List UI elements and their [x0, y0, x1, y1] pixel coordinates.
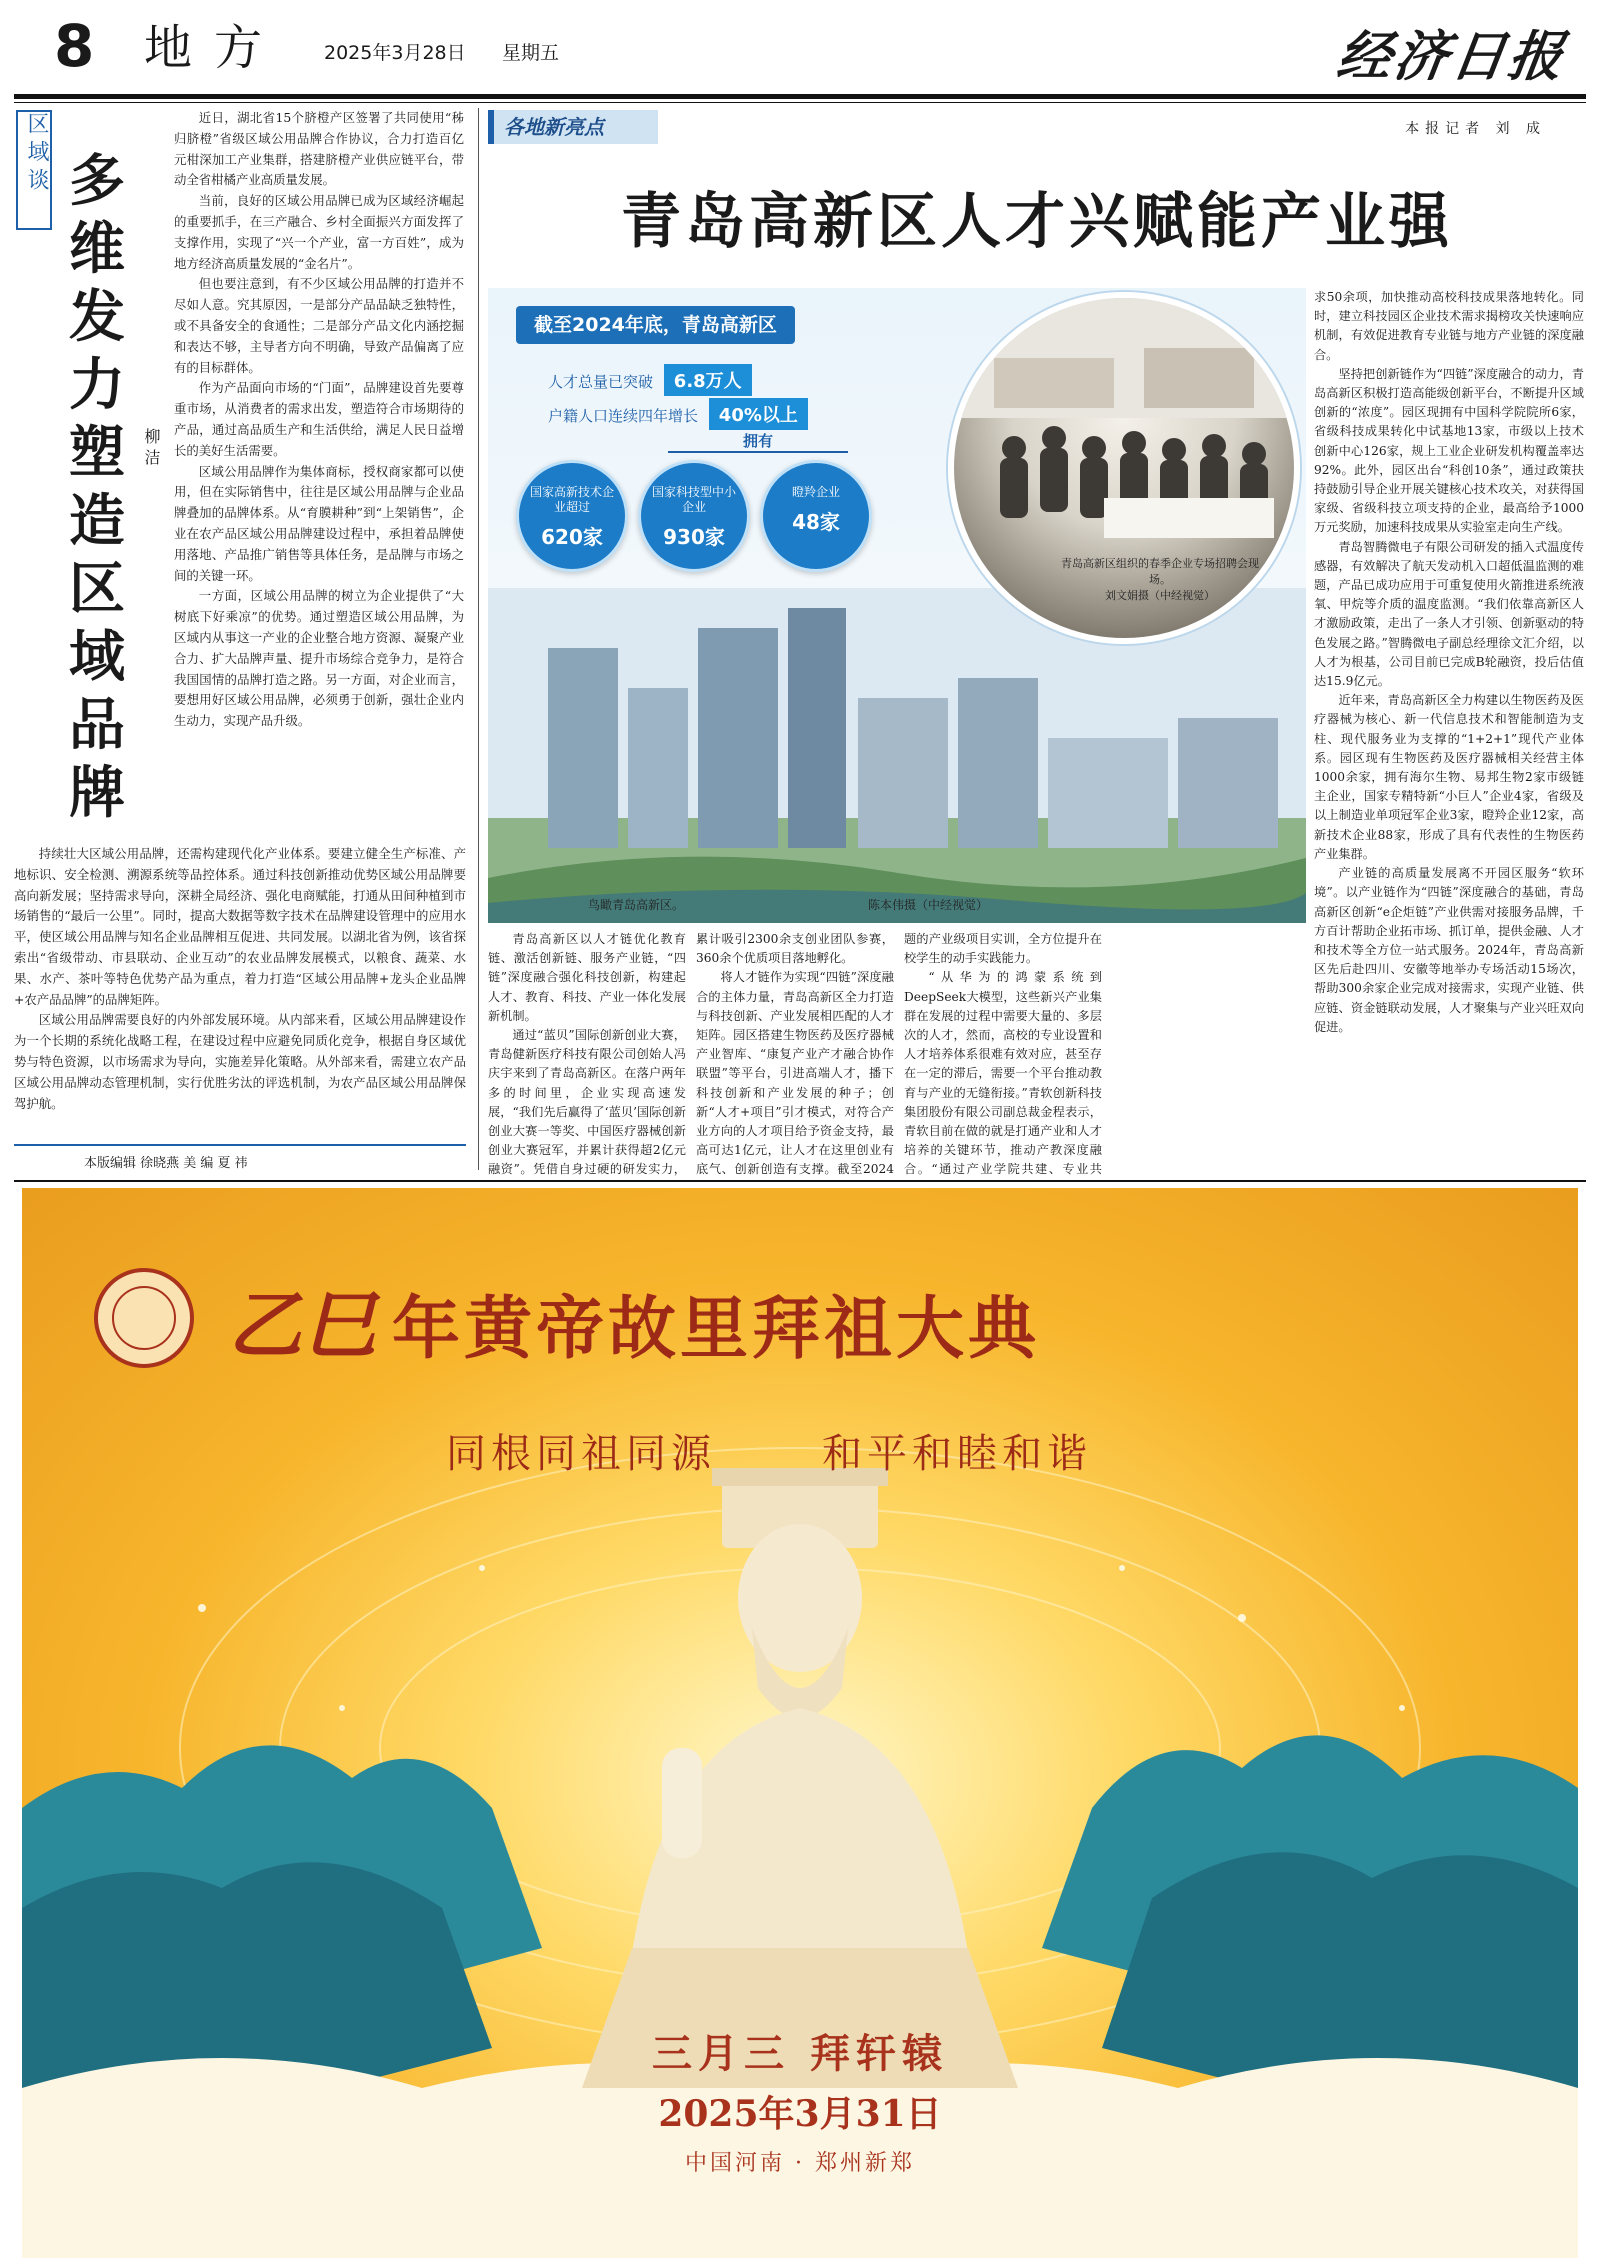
- ceremony-advertisement: [22, 1188, 1578, 2258]
- stat-badge: [516, 460, 628, 572]
- ad-title: 年黄帝故里拜祖大典: [392, 1289, 1041, 1369]
- opinion-paragraph: 作为产品面向市场的“门面”，品牌建设首先要尊重市场，从消费者的需求出发，塑造符合市场期待的产品，通过高品质生产和生活供给，满足人民日益增长的美好生活需要。: [174, 380, 464, 458]
- article-byline: 本报记者 刘 成: [1405, 121, 1546, 137]
- article-paragraph: “从华为的鸿蒙系统到DeepSeek大模型，这些新兴产业集群在发展的过程中需要大量的、多层次的人才，然而，高校的专业设置和人才培养体系很难有效对应，甚至存在一定的滞后，需要一个平台推动教育与产业的无缝衔接。”青软创新科技集团股份有限公司副总裁金程表示，青软目前在做的就是打通产业和人才培养的关键环节，推动产教深度融合。“通过产业学院共建、专业共: [904, 970, 1102, 1177]
- infographic: [488, 288, 1306, 923]
- newspaper-logo: 经济日报: [1333, 24, 1571, 88]
- article-paragraph: 青岛高新区以人才链优化教育链、激活创新链、服务产业链，“四链”深度融合强化科技创新，构建起人才、教育、科技、产业一体化发展新机制。: [488, 932, 686, 1023]
- population-growth-label: 户籍人口连续四年增长: [548, 407, 699, 425]
- article-paragraph: 求50余项，加快推动高校科技成果落地转化。同时，建立科技园区企业技术需求揭榜攻关快速响应机制，有效促进教育专业链与地方产业链的深度融合。: [1314, 290, 1584, 362]
- article-paragraph: 累计吸引2300余支创业团队参赛，360余个优质项目落地孵化。: [696, 932, 894, 966]
- page-number: 8: [54, 12, 95, 80]
- opinion-body-lower: [14, 844, 466, 1136]
- opinion-paragraph: 但也要注意到，有不少区域公用品牌的打造并不尽如人意。究其原因，一是部分产品品缺乏独特性，或不具备安全的食通性；二是部分产品文化内涵挖掘和表达不够，主导者方向不明确，导致产品偏离了应有的目标群体。: [174, 276, 464, 375]
- skyline-caption: 鸟瞰青岛高新区。: [588, 898, 685, 912]
- masthead: [14, 8, 1586, 96]
- ad-slogan-right: 和平和睦和谐: [822, 1431, 1092, 1477]
- article-paragraph: 近年来，青岛高新区全力构建以生物医药及医疗器械为核心、新一代信息技术和智能制造为支柱、现代服务业为支撑的“1+2+1”现代产业体系。园区现有生物医药及医疗器械相关经营主体1000余家，拥有海尔生物、易邦生物2家市级链主企业，国家专精特新“小巨人”企业4家，省级及以上制造业单项冠军企业3家，瞪羚企业12家，高新技术企业88家，形成了具有代表性的生物医药产业集群。: [1314, 693, 1584, 861]
- ad-event-line: 三月三 拜轩辕: [652, 2031, 948, 2077]
- opinion-paragraph: 持续壮大区域公用品牌，还需构建现代化产业体系。要建立健全生产标准、产地标识、安全检测、溯源系统等品控体系。通过科技创新推动优势区域公用品牌要高向新发展；坚持需求导向，深耕全局经济、强化电商赋能，打通从田间种植到市场销售的“最后一公里”。同时，提高大数据等数字技术在品牌建设管理中的应用水平，使区域公用品牌与知名企业品牌相互促进、共同发展。以湖北省为例，该省探索出“省级带动、市县联动、企业互动”的农业品牌发展模式，以粮食、蔬菜、水果、水产、茶叶等特色优势产品为重点，着力打造“区域公用品牌+龙头企业品牌+农产品品牌”的品牌矩阵。: [14, 846, 466, 1007]
- skyline-illustration: [488, 588, 1306, 923]
- photo-credit: 刘文娟摄（中经视觉）: [1105, 589, 1215, 602]
- ceremony-seal-icon: [94, 1268, 194, 1368]
- stat-badge: [760, 460, 872, 572]
- article-column-right: [1314, 288, 1584, 1178]
- masthead-rule: [14, 94, 1586, 99]
- seal-inner-ring: [112, 1286, 176, 1350]
- opinion-rubric: [16, 110, 52, 230]
- ad-title-accent: 乙巳: [228, 1283, 376, 1369]
- population-growth-row: [548, 398, 808, 430]
- stat-badge-value: 48家: [792, 510, 840, 534]
- opinion-title: 多维发力塑造区域品牌: [69, 149, 125, 826]
- article-column-3: [904, 930, 1102, 1178]
- stat-badge-value: 930家: [663, 525, 725, 549]
- skyline-credit: 陈本伟摄（中经视觉）: [868, 898, 989, 912]
- article-column-1: [488, 930, 686, 1178]
- stat-badge: [638, 460, 750, 572]
- opinion-paragraph: 一方面，区域公用品牌的树立为企业提供了“大树底下好乘凉”的优势。通过塑造区域公用品牌，为区域内从事这一产业的企业整合地方资源、凝聚产业合力、扩大品牌声量、提升市场综合竞争力，是符合我国国情的品牌打造之路。另一方面，对企业而言，要想用好区域公用品牌，必须勇于创新，强壮企业内生动力，实现产品升级。: [174, 588, 464, 729]
- opinion-column: [14, 108, 469, 1178]
- article-column-2: [696, 930, 894, 1178]
- feature-article: [488, 108, 1586, 1178]
- infographic-have-label: 拥有: [668, 430, 848, 453]
- article-paragraph: 坚持把创新链作为“四链”深度融合的动力，青岛高新区积极打造高能级创新平台，不断提升区域创新的“浓度”。园区现拥有中国科学院院所6家，省级科技成果转化中试基地13家，市级以上技术创新中心126家，规上工业企业研发机构覆盖率达92%。此外，园区出台“科创10条”，通过政策扶持鼓励引导企业开展关键核心技术攻关，对获得国家级、省级科技立项支持的企业，最高给予1000万元奖励，加速科技成果从实验室走向生产线。: [1314, 366, 1584, 535]
- stat-badge-label: 瞪羚企业: [791, 485, 840, 499]
- yellow-emperor-statue: [582, 1468, 1018, 2088]
- section-name: 地方: [144, 20, 285, 76]
- ad-date: 2025年3月31日: [658, 2093, 942, 2135]
- stat-badge-value: 620家: [541, 525, 603, 549]
- opinion-paragraph: 区域公用品牌作为集体商标，授权商家都可以使用，但在实际销售中，往往是区域公用品牌与企业品牌叠加的品牌体系。从“育膜耕种”到“上架销售”，企业在农产品区域公用品牌建设过程中，承担着品牌使用落地、产品推广销售等具体任务，是品牌与市场之间的关键一环。: [174, 463, 464, 583]
- article-paragraph: 青岛智腾微电子有限公司研发的插入式温度传感器，有效解决了航天发动机入口超低温监测的难题，产品已成功应用于可重复使用火箭推进系统液氧、甲烷等介质的温度监测。“我们依靠高新区人才激励政策，走出了一条人才引领、创新驱动的特色发展之路。”智腾微电子副总经理徐文汇介绍，以人才为根基，公司目前已完成B轮融资，投后估值达15.9亿元。: [1314, 539, 1584, 689]
- talent-total-value: 6.8万人: [664, 364, 752, 396]
- article-paragraph: 通过“蓝贝”国际创新创业大赛，青岛健新医疗科技有限公司创始人冯庆宇来到了青岛高新区。在落户两年多的时间里，企业实现高速发展，“我们先后赢得了‘蓝贝’国际创新创业大赛一等奖、中国医疗器械创新创业大赛冠军，并累计获得超2亿元融资”。凭借自身过硬的研发实力，: [488, 1028, 686, 1177]
- opinion-paragraph: 区域公用品牌需要良好的内外部发展环境。从内部来看，区域公用品牌建设作为一个长期的系统化战略工程，在建设过程中应避免同质化竞争，根据自身区域优势与特色资源，以市场需求为导向，实施差异化策略。从外部来看，需建立农产品区域公用品牌动态管理机制，实行优胜劣汰的评选机制，为农产品区域公用品牌保驾护航。: [14, 1012, 466, 1111]
- talent-total-label: 人才总量已突破: [548, 373, 654, 391]
- page-rule: [14, 1180, 1586, 1182]
- article-paragraph: 题的产业级项目实训，全方位提升在校学生的动手实践能力。: [904, 932, 1102, 966]
- ad-slogan-left: 同根同祖同源: [446, 1431, 716, 1477]
- article-paragraph: 产业链的高质量发展离不开园区服务“软环境”。以产业链作为“四链”深度融合的基础，青岛高新区创新“e企炬链”产业供需对接服务品牌，千方百计帮助企业拓市场、抓订单，提供金融、人才和技术等全方位一站式服务。2024年，青岛高新区先后赴四川、安徽等地举办专场活动15场次，帮助300余家企业完成对接需求，实现产业链、供应链、资金链联动发展，人才聚集与产业兴旺双向促进。: [1314, 866, 1584, 1034]
- photo-caption-text: 青岛高新区组织的春季企业专场招聘会现场。: [1061, 557, 1259, 586]
- opinion-author: 柳 洁: [142, 428, 161, 466]
- opinion-body-upper: [174, 108, 464, 844]
- opinion-paragraph: 近日，湖北省15个脐橙产区签署了共同使用“秭归脐橙”省级区域公用品牌合作协议，合力打造百亿元柑深加工产业集群，搭建脐橙产业供应链平台，带动全省柑橘产业高质量发展。: [174, 110, 464, 188]
- stat-badge-label: 国家科技型中小企业: [651, 485, 736, 514]
- stat-badge-label: 国家高新技术企业超过: [529, 485, 614, 514]
- photo-caption: [1060, 556, 1260, 604]
- article-paragraph: 将人才链作为实现“四链”深度融合的主体力量，青岛高新区全力打造与科技创新、产业发展相匹配的人才矩阵。园区搭建生物医药及医疗器械产业智库、“康复产业产才融合协作联盟”等平台，引进高端人才，播下科技创新和产业发展的种子；创新“人才+项目”引才模式，对符合产业方向的人才项目给予资金支持，最高可达1亿元，让人才在这里创业有底气、创新创造有支撑。截至2024: [696, 970, 894, 1177]
- ad-location: 中国河南 · 郑州新郑: [685, 2151, 915, 2176]
- publication-weekday: 星期五: [502, 42, 560, 64]
- page-editors: 本版编辑 徐晓燕 美 编 夏 祎: [84, 1156, 248, 1171]
- editors-rule: [14, 1144, 466, 1146]
- article-column-4: [1112, 930, 1306, 1178]
- talent-total-row: [548, 364, 752, 396]
- rubric-text: 区域谈: [24, 112, 49, 196]
- article-headline: 青岛高新区人才兴赋能产业强: [621, 187, 1453, 257]
- population-growth-value: 40%以上: [709, 398, 808, 430]
- publication-date: 2025年3月28日: [324, 42, 466, 64]
- article-kicker: 各地新亮点: [488, 110, 658, 144]
- infographic-heading: 截至2024年底，青岛高新区: [516, 306, 795, 344]
- masthead-rule-thin: [14, 102, 1586, 103]
- opinion-paragraph: 当前，良好的区域公用品牌已成为区域经济崛起的重要抓手，在三产融合、乡村全面振兴方面发挥了支撑作用，实现了“兴一个产业，富一方百姓”，成为地方经济高质量发展的“金名片”。: [174, 193, 464, 271]
- column-divider: [478, 108, 479, 1170]
